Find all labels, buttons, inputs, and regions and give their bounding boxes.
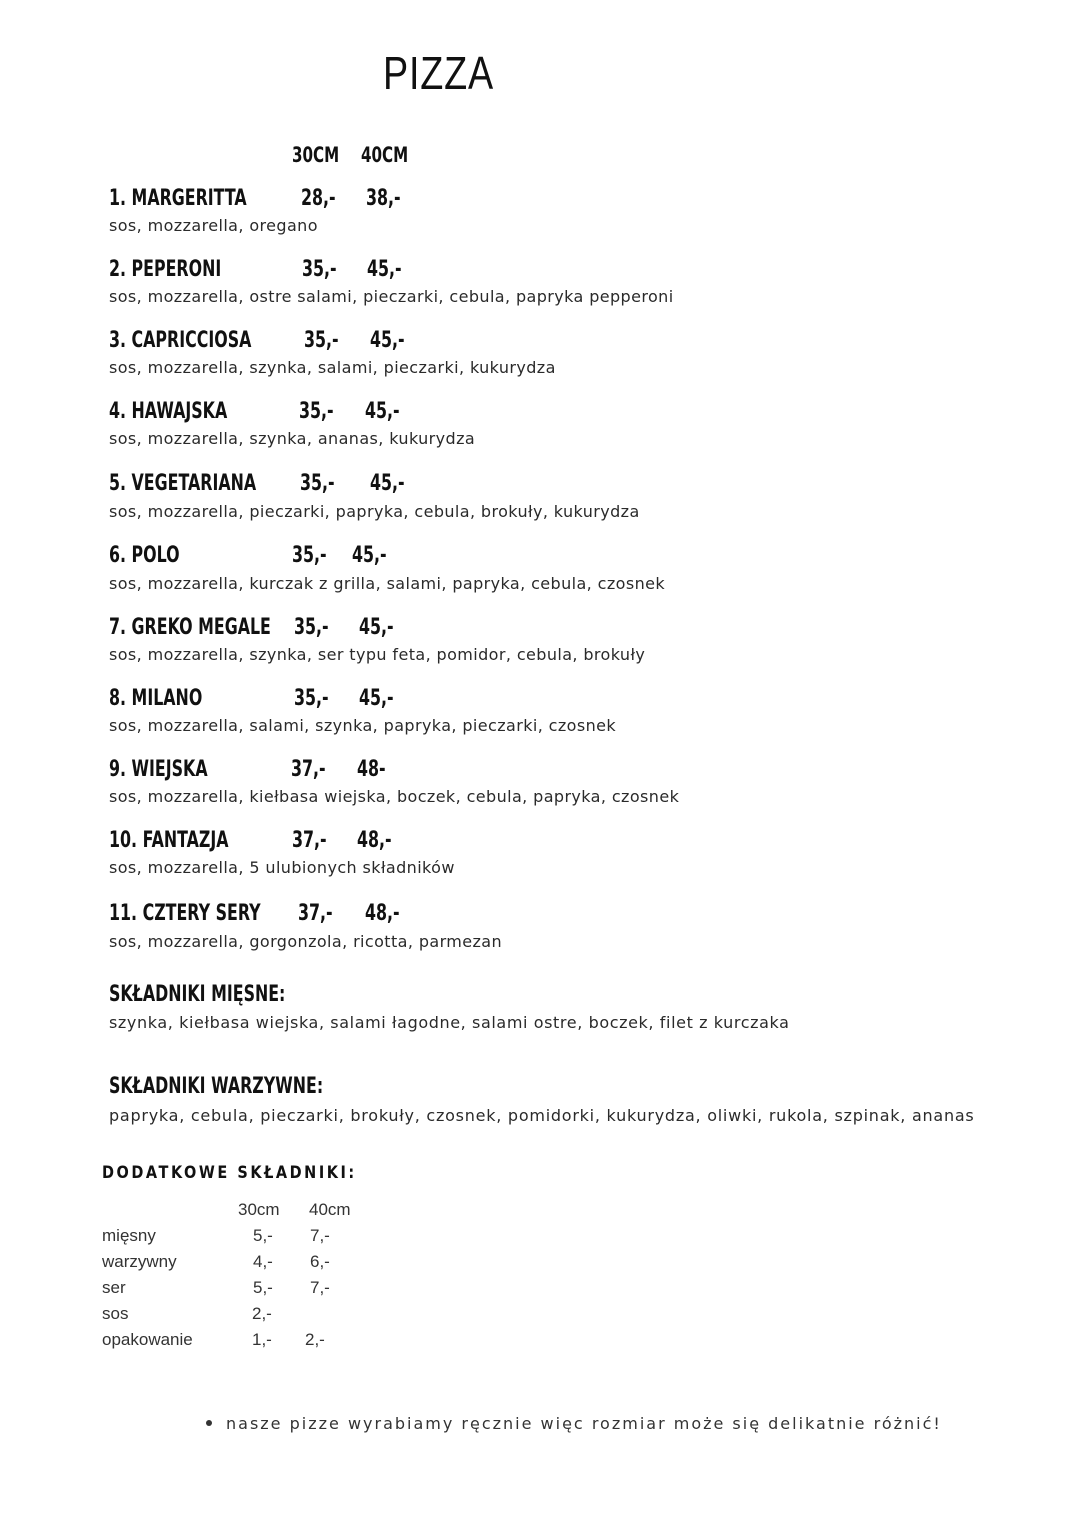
- price-40: 45,-: [365, 399, 400, 424]
- extras-row-label: warzywny: [102, 1252, 177, 1271]
- pizza-description: sos, mozzarella, szynka, ser typu feta, pomidor, cebula, brokuły: [109, 645, 646, 664]
- price-30: 35,-: [300, 471, 335, 496]
- price-30: 37,-: [291, 757, 326, 782]
- price-40: 38,-: [366, 186, 401, 211]
- size-header-40: 40CM: [361, 143, 409, 167]
- extras-col-30: 30cm: [238, 1200, 280, 1219]
- pizza-name: 9. WIEJSKA: [109, 757, 208, 782]
- price-30: 35,-: [304, 328, 339, 353]
- veg-ingredients-title: SKŁADNIKI WARZYWNE:: [109, 1074, 324, 1099]
- price-40: 45,-: [359, 686, 394, 711]
- pizza-description: sos, mozzarella, 5 ulubionych składników: [109, 858, 455, 877]
- price-30: 28,-: [301, 186, 336, 211]
- price-30: 35,-: [292, 543, 327, 568]
- extras-row-price-30: 5,-: [253, 1226, 273, 1245]
- pizza-name: 3. CAPRICCIOSA: [109, 328, 252, 353]
- price-30: 35,-: [302, 257, 337, 282]
- pizza-name: 5. VEGETARIANA: [109, 471, 257, 496]
- bullet-icon: [206, 1420, 212, 1426]
- pizza-description: sos, mozzarella, salami, szynka, papryka, pieczarki, czosnek: [109, 716, 617, 735]
- pizza-name: 8. MILANO: [109, 686, 203, 711]
- extras-row-label: ser: [102, 1278, 126, 1297]
- size-note: nasze pizze wyrabiamy ręcznie więc rozmiar może się delikatnie różnić!: [206, 1414, 942, 1433]
- pizza-description: sos, mozzarella, kiełbasa wiejska, boczek, cebula, papryka, czosnek: [109, 787, 680, 806]
- extras-row-price-30: 5,-: [253, 1278, 273, 1297]
- price-30: 35,-: [299, 399, 334, 424]
- extras-row-price-30: 4,-: [253, 1252, 273, 1271]
- pizza-name: 11. CZTERY SERY: [109, 901, 261, 926]
- pizza-description: sos, mozzarella, szynka, ananas, kukurydza: [109, 429, 476, 448]
- pizza-name: 1. MARGERITTA: [109, 186, 247, 211]
- extras-row-price-30: 2,-: [252, 1304, 272, 1323]
- extras-row-price-40: 7,-: [310, 1278, 330, 1297]
- pizza-name: 4. HAWAJSKA: [109, 399, 228, 424]
- size-header-30: 30CM: [292, 143, 340, 167]
- price-30: 35,-: [294, 686, 329, 711]
- extras-row-price-30: 1,-: [252, 1330, 272, 1349]
- meat-ingredients-list: szynka, kiełbasa wiejska, salami łagodne, salami ostre, boczek, filet z kurczaka: [109, 1013, 790, 1032]
- extras-row-price-40: 7,-: [310, 1226, 330, 1245]
- extras-col-40: 40cm: [309, 1200, 351, 1219]
- extras-row-label: opakowanie: [102, 1330, 193, 1349]
- price-40: 45,-: [367, 257, 402, 282]
- pizza-description: sos, mozzarella, gorgonzola, ricotta, parmezan: [109, 932, 503, 951]
- extras-row-label: mięsny: [102, 1226, 156, 1245]
- price-30: 37,-: [298, 901, 333, 926]
- pizza-description: sos, mozzarella, oregano: [109, 216, 318, 235]
- pizza-description: sos, mozzarella, szynka, salami, pieczarki, kukurydza: [109, 358, 556, 377]
- price-40: 48-: [357, 757, 386, 782]
- price-30: 37,-: [292, 828, 327, 853]
- meat-ingredients-title: SKŁADNIKI MIĘSNE:: [109, 982, 286, 1007]
- extras-title: DODATKOWE SKŁADNIKI:: [102, 1163, 357, 1183]
- pizza-name: 10. FANTAZJA: [109, 828, 229, 853]
- price-40: 45,-: [352, 543, 387, 568]
- veg-ingredients-list: papryka, cebula, pieczarki, brokuły, czosnek, pomidorki, kukurydza, oliwki, rukola, szpinak, ananas: [109, 1106, 975, 1125]
- pizza-name: 6. POLO: [109, 543, 180, 568]
- page-title: PIZZA: [383, 47, 494, 99]
- extras-row-label: sos: [102, 1304, 129, 1323]
- pizza-description: sos, mozzarella, kurczak z grilla, salami, papryka, cebula, czosnek: [109, 574, 666, 593]
- price-40: 48,-: [357, 828, 392, 853]
- pizza-description: sos, mozzarella, ostre salami, pieczarki, cebula, papryka pepperoni: [109, 287, 674, 306]
- pizza-description: sos, mozzarella, pieczarki, papryka, cebula, brokuły, kukurydza: [109, 502, 640, 521]
- extras-row-price-40: 2,-: [305, 1330, 325, 1349]
- price-40: 45,-: [370, 328, 405, 353]
- price-40: 45,-: [359, 615, 394, 640]
- price-40: 48,-: [365, 901, 400, 926]
- pizza-name: 7. GREKO MEGALE: [109, 615, 271, 640]
- price-40: 45,-: [370, 471, 405, 496]
- pizza-name: 2. PEPERONI: [109, 257, 222, 282]
- extras-row-price-40: 6,-: [310, 1252, 330, 1271]
- price-30: 35,-: [294, 615, 329, 640]
